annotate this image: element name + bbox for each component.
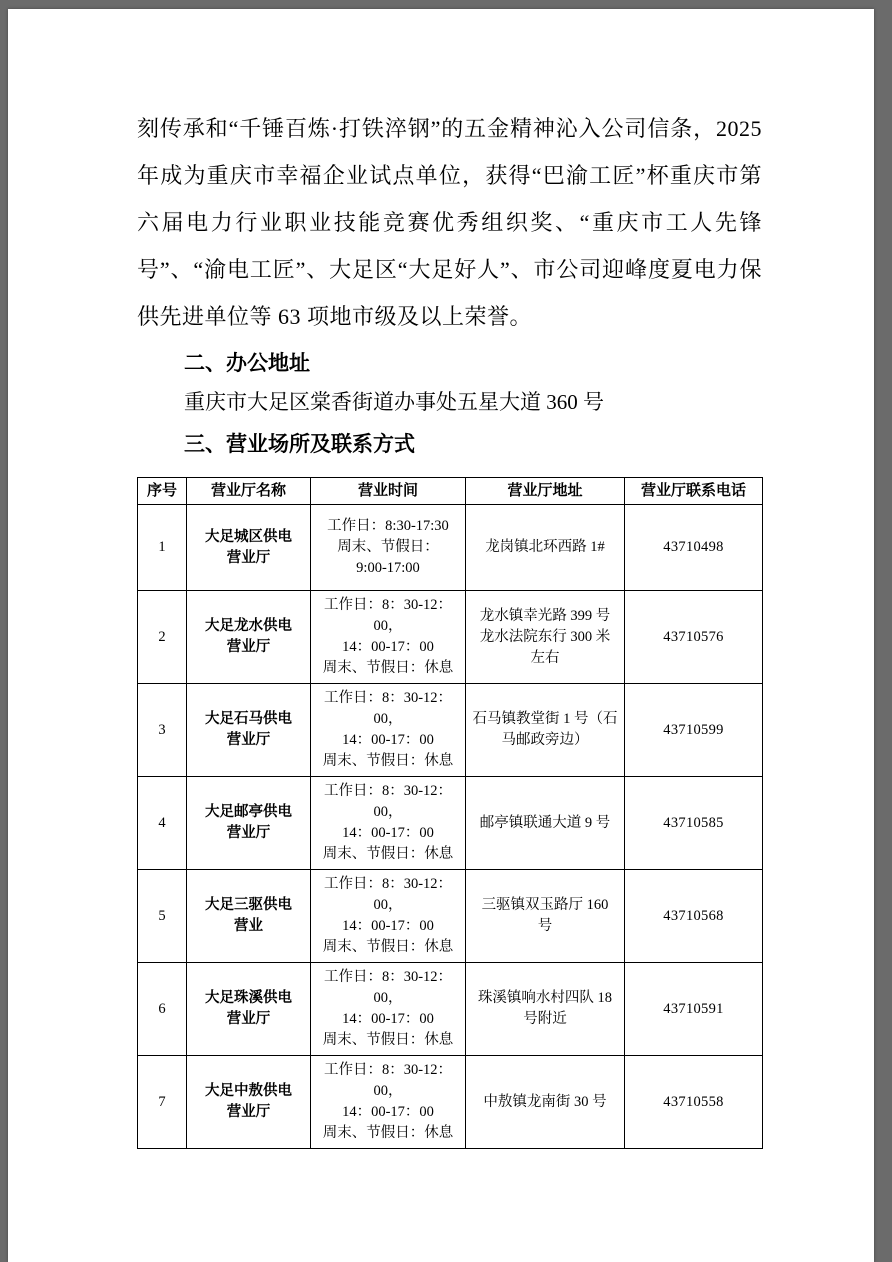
cell-business-hours: 工作日：8：30-12：00， 14：00-17：00 周末、节假日：休息 (311, 684, 466, 777)
col-header-address: 营业厅地址 (466, 478, 625, 505)
cell-address: 龙水镇幸光路 399 号 龙水法院东行 300 米 左右 (466, 591, 625, 684)
cell-address: 龙岗镇北环西路 1# (466, 505, 625, 591)
cell-branch-name: 大足城区供电 营业厅 (187, 505, 311, 591)
cell-branch-name: 大足石马供电 营业厅 (187, 684, 311, 777)
table-row (138, 1056, 763, 1149)
cell-address: 石马镇教堂街 1 号（石 马邮政旁边） (466, 684, 625, 777)
section-3-heading: 三、营业场所及联系方式 (184, 433, 415, 456)
branch-contact-table (137, 477, 763, 1149)
cell-branch-name: 大足中敖供电 营业厅 (187, 1056, 311, 1149)
col-header-phone: 营业厅联系电话 (625, 478, 763, 505)
cell-serial: 3 (138, 684, 187, 777)
table-row (138, 963, 763, 1056)
table-row (138, 505, 763, 591)
cell-phone: 43710585 (625, 777, 763, 870)
cell-branch-name: 大足三驱供电 营业 (187, 870, 311, 963)
cell-phone: 43710599 (625, 684, 763, 777)
cell-phone: 43710568 (625, 870, 763, 963)
cell-address: 邮亭镇联通大道 9 号 (466, 777, 625, 870)
col-header-branch-name: 营业厅名称 (187, 478, 311, 505)
cell-branch-name: 大足珠溪供电 营业厅 (187, 963, 311, 1056)
cell-branch-name: 大足邮亭供电 营业厅 (187, 777, 311, 870)
cell-business-hours: 工作日：8：30-12：00， 14：00-17：00 周末、节假日：休息 (311, 1056, 466, 1149)
cell-business-hours: 工作日：8:30-17:30 周末、节假日： 9:00-17:00 (311, 505, 466, 591)
cell-phone: 43710558 (625, 1056, 763, 1149)
cell-business-hours: 工作日：8：30-12：00， 14：00-17：00 周末、节假日：休息 (311, 591, 466, 684)
cell-serial: 7 (138, 1056, 187, 1149)
cell-business-hours: 工作日：8：30-12：00， 14：00-17：00 周末、节假日：休息 (311, 870, 466, 963)
intro-paragraph: 刻传承和“千锤百炼·打铁淬钢”的五金精神沁入公司信条，2025 年成为重庆市幸福企业试点单位，获得“巴渝工匠”杯重庆市第六届电力行业职业技能竞赛优秀组织奖、“重庆市工人先锋号”、“渝电工匠”、大足区“大足好人”、市公司迎峰度夏电力保供先进单位等 63 项地市级及以上荣誉。 (137, 116, 763, 329)
cell-business-hours: 工作日：8：30-12：00， 14：00-17：00 周末、节假日：休息 (311, 777, 466, 870)
document-page (8, 9, 874, 1262)
section-2-heading: 二、办公地址 (184, 352, 310, 375)
table-header-row (138, 478, 763, 505)
cell-serial: 4 (138, 777, 187, 870)
page-content (8, 9, 874, 1149)
cell-address: 珠溪镇响水村四队 18 号附近 (466, 963, 625, 1056)
office-address: 重庆市大足区棠香街道办事处五星大道 360 号 (184, 390, 604, 414)
cell-address: 三驱镇双玉路厅 160 号 (466, 870, 625, 963)
table-row (138, 591, 763, 684)
cell-business-hours: 工作日：8：30-12：00， 14：00-17：00 周末、节假日：休息 (311, 963, 466, 1056)
cell-serial: 1 (138, 505, 187, 591)
cell-serial: 2 (138, 591, 187, 684)
cell-serial: 6 (138, 963, 187, 1056)
table-row (138, 870, 763, 963)
col-header-business-hours: 营业时间 (311, 478, 466, 505)
table-row (138, 684, 763, 777)
cell-phone: 43710498 (625, 505, 763, 591)
cell-address: 中敖镇龙南街 30 号 (466, 1056, 625, 1149)
table-row (138, 777, 763, 870)
branch-table-body (138, 505, 763, 1149)
cell-phone: 43710576 (625, 591, 763, 684)
col-header-serial: 序号 (138, 478, 187, 505)
cell-serial: 5 (138, 870, 187, 963)
cell-phone: 43710591 (625, 963, 763, 1056)
cell-branch-name: 大足龙水供电 营业厅 (187, 591, 311, 684)
